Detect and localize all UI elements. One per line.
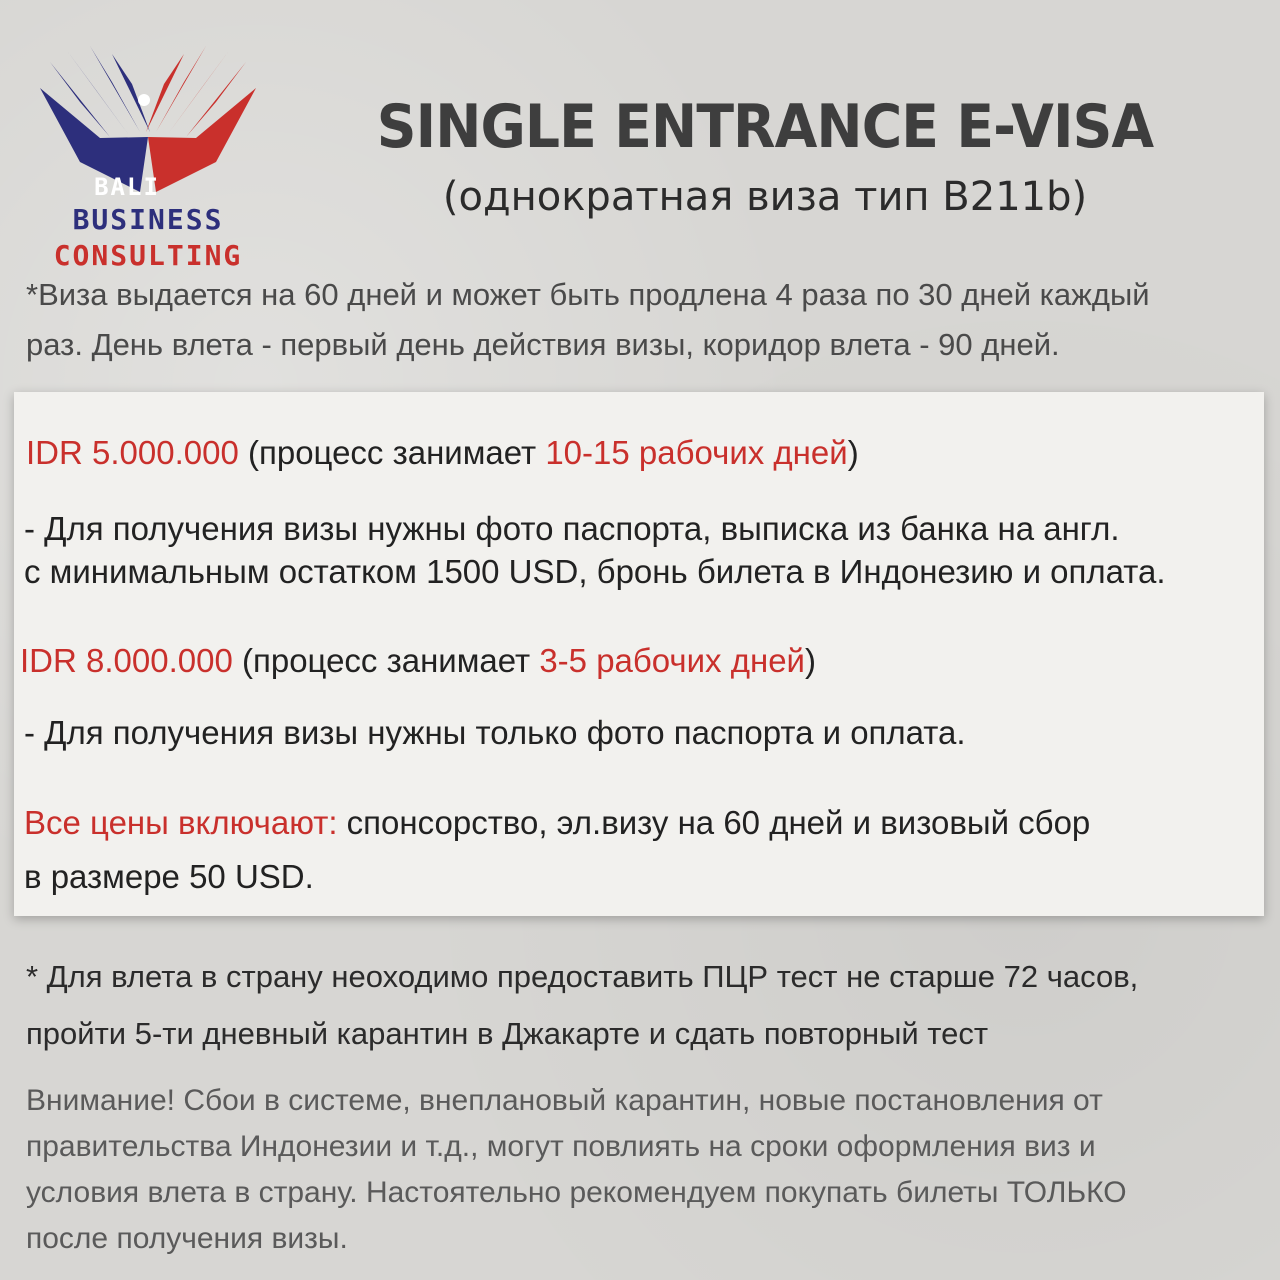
logo-text-business: BUSINESS: [72, 203, 224, 236]
includes-line: [24, 800, 1090, 846]
warning-line: правительства Индонезии и т.д., могут повлиять на сроки оформления виз и: [26, 1130, 1096, 1163]
option2-heading: [20, 638, 816, 684]
includes-text: спонсорство, эл.визу на 60 дней и визовый сбор: [337, 804, 1091, 841]
intro-note: [26, 270, 1256, 370]
company-logo: [40, 42, 256, 272]
intro-note-line: раз. День влета - первый день действия визы, коридор влета - 90 дней.: [26, 327, 1060, 362]
option1-price: IDR 5.000.000: [26, 434, 239, 471]
covid-note-line: * Для влета в страну неоходимо предоставить ПЦР тест не старше 72 часов,: [26, 959, 1139, 994]
warning-line: условия влета в страну. Настоятельно рекомендуем покупать билеты ТОЛЬКО: [26, 1176, 1127, 1209]
logo-text-bali: BALI: [94, 173, 160, 201]
option2-requirements-line: - Для получения визы нужны только фото паспорта и оплата.: [24, 714, 966, 751]
option2-process-prefix: (процесс занимает: [232, 642, 540, 679]
page-title: SINGLE ENTRANCE E-VISA: [376, 92, 1154, 162]
option1-requirements-line: - Для получения визы нужны фото паспорта, выписка из банка на англ.: [24, 510, 1120, 547]
option1-requirements-line: с минимальным остатком 1500 USD, бронь билета в Индонезию и оплата.: [24, 553, 1166, 590]
includes-line-2: в размере 50 USD.: [24, 858, 314, 895]
option1-process-time: 10-15 рабочих дней: [545, 434, 848, 471]
option1-process-suffix: ): [847, 434, 859, 471]
covid-note-line: пройти 5-ти дневный карантин в Джакарте и сдать повторный тест: [26, 1016, 989, 1051]
warning-line: после получения визы.: [26, 1222, 348, 1255]
warning-note: [26, 1078, 1266, 1262]
covid-note: [26, 948, 1276, 1062]
option2-process-time: 3-5 рабочих дней: [539, 642, 805, 679]
page-subtitle: (однократная виза тип B211b): [442, 174, 1088, 220]
pricing-card: [14, 392, 1264, 916]
option1-heading: [26, 430, 859, 476]
intro-note-line: *Виза выдается на 60 дней и может быть продлена 4 раза по 30 дней каждый: [26, 277, 1150, 312]
option2-price: IDR 8.000.000: [20, 642, 233, 679]
warning-line: Внимание! Сбои в системе, внеплановый карантин, новые постановления от: [26, 1084, 1103, 1117]
includes-label: Все цены включают:: [24, 804, 338, 841]
option2-process-suffix: ): [805, 642, 816, 679]
logo-text-consulting: CONSULTING: [53, 239, 243, 272]
option1-process-prefix: (процесс занимает: [238, 434, 546, 471]
hands-wings-icon: [40, 42, 256, 192]
